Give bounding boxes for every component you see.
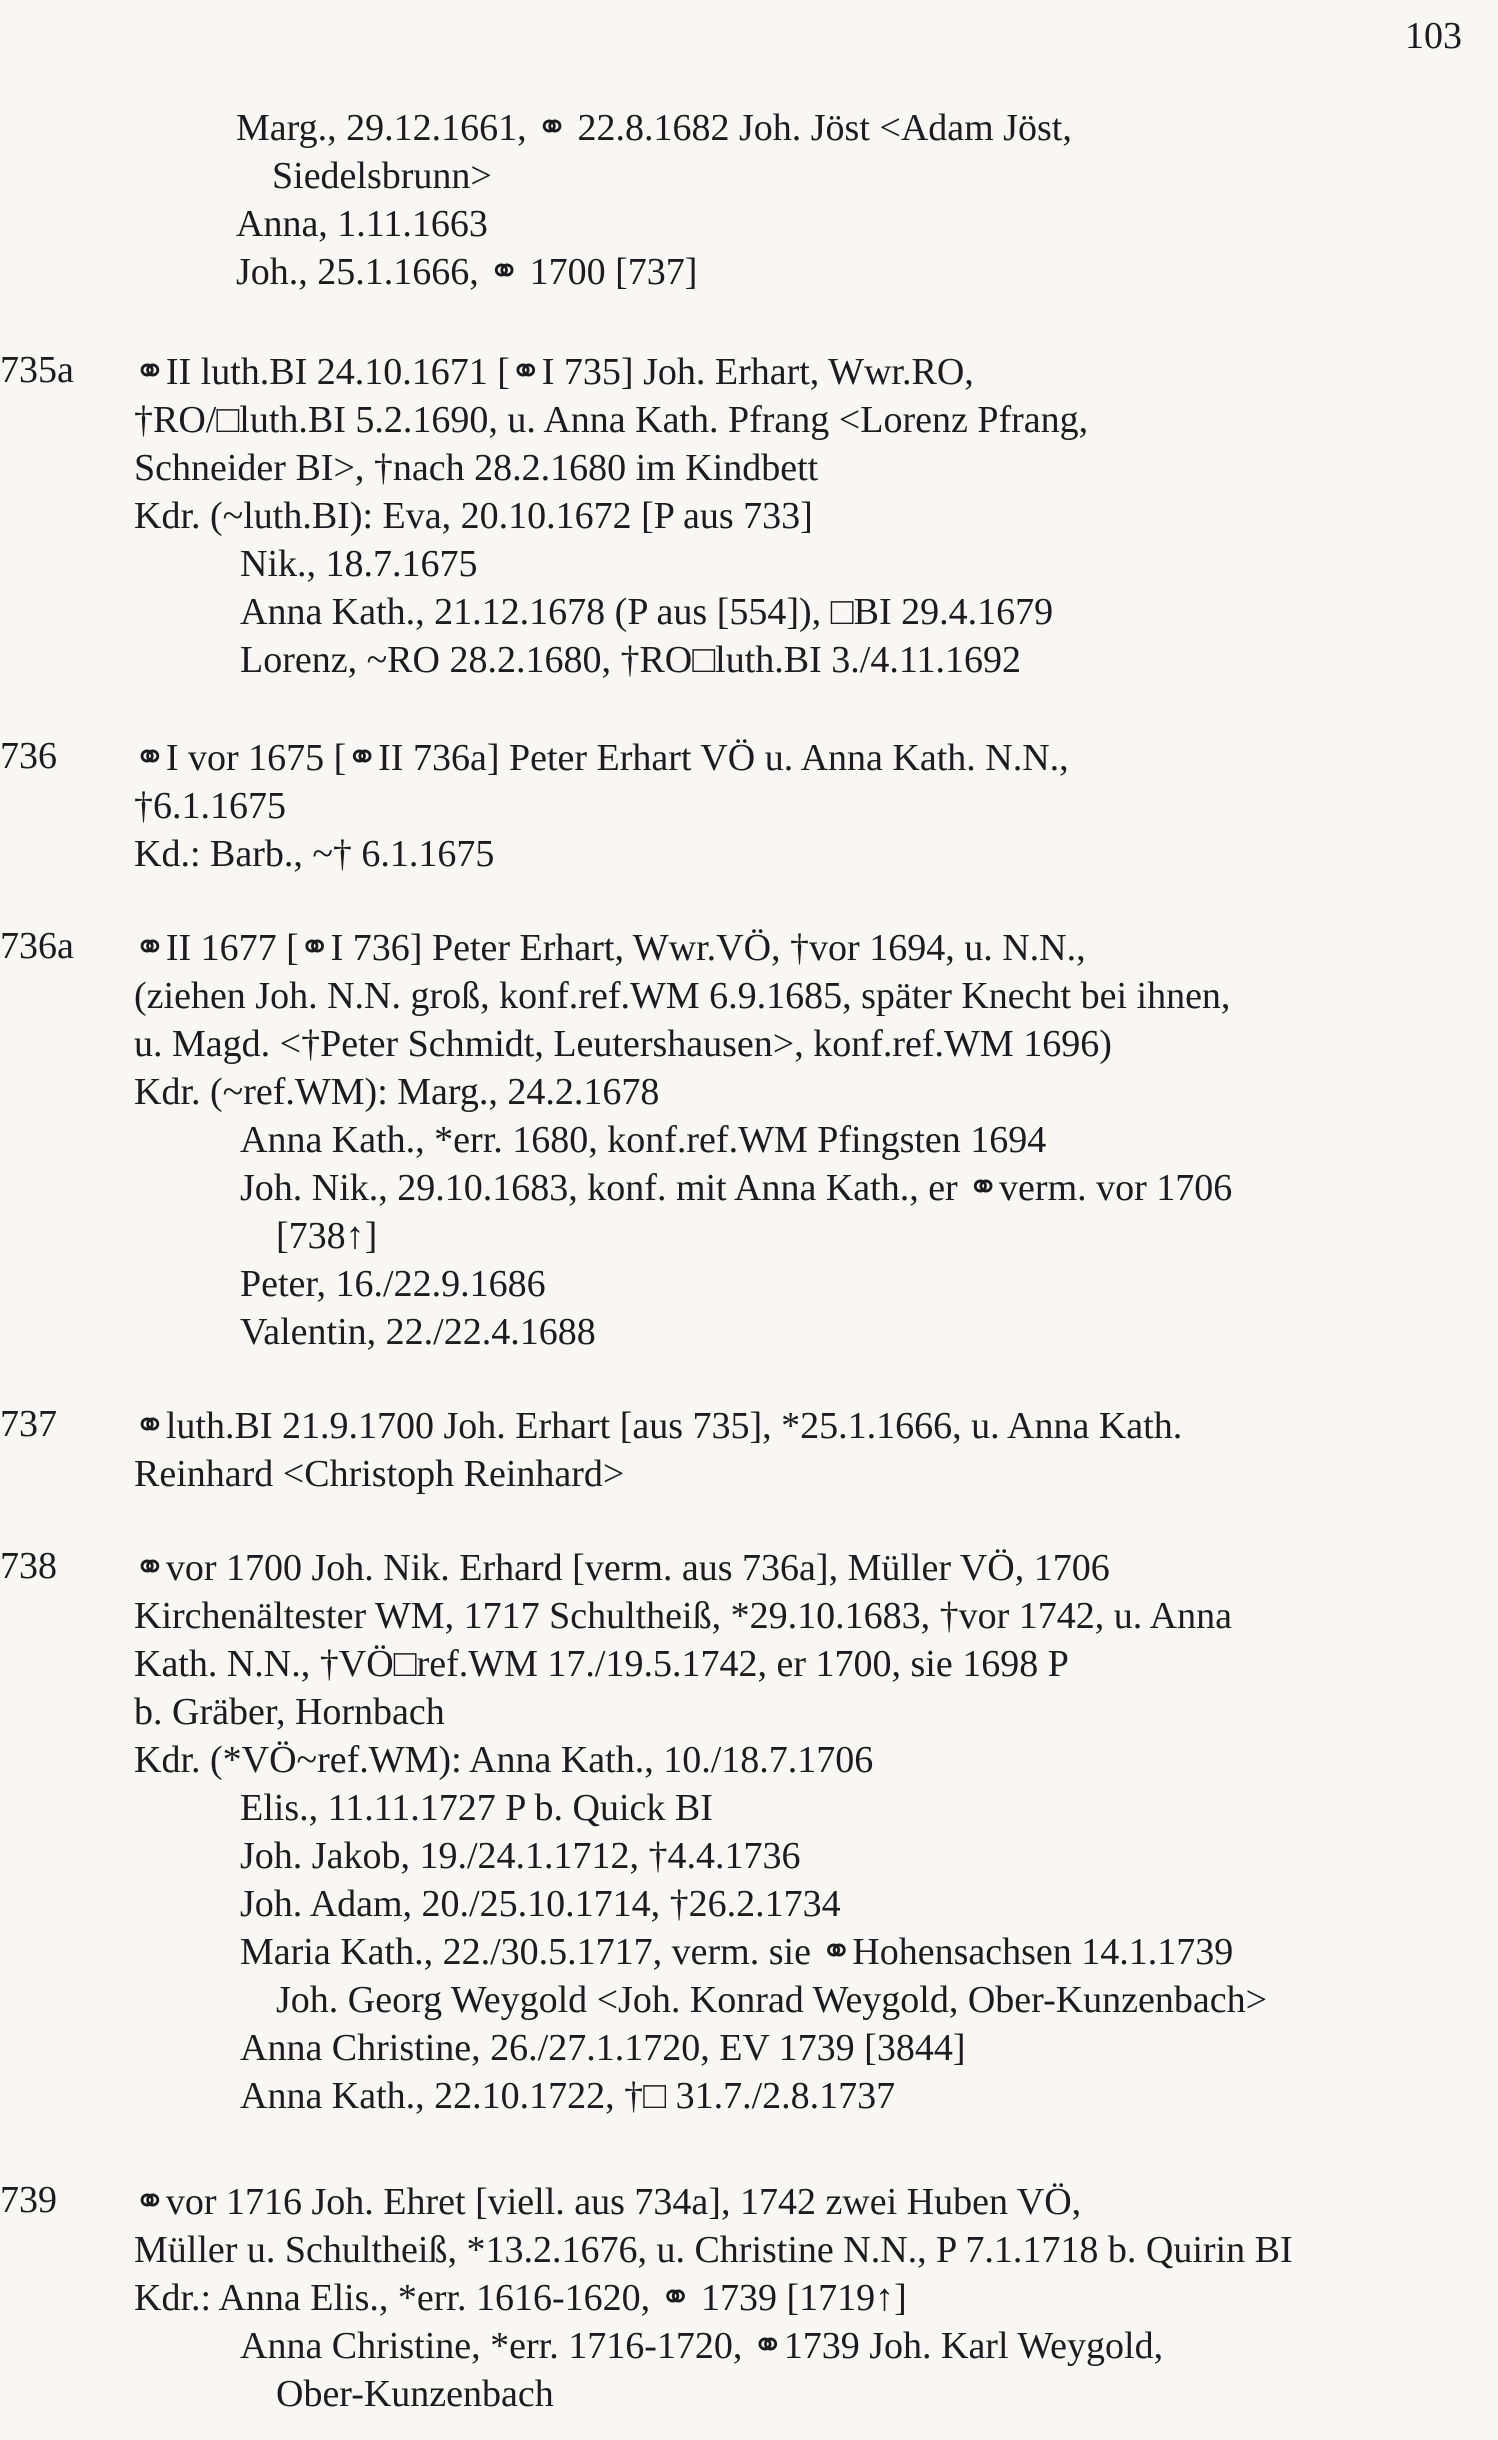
text-line: (ziehen Joh. N.N. groß, konf.ref.WM 6.9.1685, später Knecht bei ihnen, (134, 975, 1231, 1017)
text-line: ⚭II 1677 [⚭I 736] Peter Erhart, Wwr.VÖ, †vor 1694, u. N.N., (134, 927, 1086, 969)
entry-number: 738 (0, 1545, 57, 1587)
entry-number: 736a (0, 925, 74, 967)
text-line: Lorenz, ~RO 28.2.1680, †RO□luth.BI 3./4.11.1692 (240, 639, 1021, 681)
text-line: Kath. N.N., †VÖ□ref.WM 17./19.5.1742, er 1700, sie 1698 P (134, 1643, 1069, 1685)
text-line: Kdr. (*VÖ~ref.WM): Anna Kath., 10./18.7.1706 (134, 1739, 874, 1781)
text-line: Schneider BI>, †nach 28.2.1680 im Kindbett (134, 447, 819, 489)
text-line: Anna Kath., 21.12.1678 (P aus [554]), □BI 29.4.1679 (240, 591, 1054, 633)
text-line: Kd.: Barb., ~† 6.1.1675 (134, 833, 495, 875)
text-line: b. Gräber, Hornbach (134, 1691, 445, 1733)
text-line: [738↑] (276, 1215, 378, 1257)
text-line: Reinhard <Christoph Reinhard> (134, 1453, 625, 1495)
text-line: †6.1.1675 (134, 785, 286, 827)
text-line: ⚭vor 1716 Joh. Ehret [viell. aus 734a], 1742 zwei Huben VÖ, (134, 2181, 1082, 2223)
text-line: Anna, 1.11.1663 (236, 203, 488, 245)
text-line: Joh. Adam, 20./25.10.1714, †26.2.1734 (240, 1883, 841, 1925)
text-line: Peter, 16./22.9.1686 (240, 1263, 546, 1305)
text-line: Anna Kath., 22.10.1722, †□ 31.7./2.8.1737 (240, 2075, 896, 2117)
text-line: Siedelsbrunn> (272, 155, 492, 197)
text-line: Anna Christine, *err. 1716-1720, ⚭1739 Joh. Karl Weygold, (240, 2325, 1164, 2367)
text-line: Joh. Georg Weygold <Joh. Konrad Weygold, Ober-Kunzenbach> (276, 1979, 1268, 2021)
text-line: †RO/□luth.BI 5.2.1690, u. Anna Kath. Pfrang <Lorenz Pfrang, (134, 399, 1089, 441)
text-line: Joh. Nik., 29.10.1683, konf. mit Anna Kath., er ⚭verm. vor 1706 (240, 1167, 1233, 1209)
text-line: Kdr. (~ref.WM): Marg., 24.2.1678 (134, 1071, 660, 1113)
text-line: ⚭I vor 1675 [⚭II 736a] Peter Erhart VÖ u. Anna Kath. N.N., (134, 737, 1069, 779)
entry-number: 737 (0, 1403, 57, 1445)
text-line: Kdr.: Anna Elis., *err. 1616-1620, ⚭ 1739 [1719↑] (134, 2277, 907, 2319)
text-line: ⚭vor 1700 Joh. Nik. Erhard [verm. aus 736a], Müller VÖ, 1706 (134, 1547, 1110, 1589)
text-line: Joh. Jakob, 19./24.1.1712, †4.4.1736 (240, 1835, 801, 1877)
page-number: 103 (1405, 15, 1462, 57)
text-line: Marg., 29.12.1661, ⚭ 22.8.1682 Joh. Jöst <Adam Jöst, (236, 107, 1072, 149)
text-line: Ober-Kunzenbach (276, 2373, 554, 2415)
text-line: Joh., 25.1.1666, ⚭ 1700 [737] (236, 251, 698, 293)
text-line: Valentin, 22./22.4.1688 (240, 1311, 596, 1353)
text-line: Elis., 11.11.1727 P b. Quick BI (240, 1787, 713, 1829)
text-line: Anna Christine, 26./27.1.1720, EV 1739 [3844] (240, 2027, 966, 2069)
text-line: Kdr. (~luth.BI): Eva, 20.10.1672 [P aus 733] (134, 495, 813, 537)
entry-number: 736 (0, 735, 57, 777)
text-line: Maria Kath., 22./30.5.1717, verm. sie ⚭Hohensachsen 14.1.1739 (240, 1931, 1234, 1973)
text-line: ⚭luth.BI 21.9.1700 Joh. Erhart [aus 735], *25.1.1666, u. Anna Kath. (134, 1405, 1183, 1447)
text-line: Kirchenältester WM, 1717 Schultheiß, *29.10.1683, †vor 1742, u. Anna (134, 1595, 1232, 1637)
entry-number: 739 (0, 2179, 57, 2221)
text-line: Nik., 18.7.1675 (240, 543, 478, 585)
text-line: u. Magd. <†Peter Schmidt, Leutershausen>, konf.ref.WM 1696) (134, 1023, 1112, 1065)
text-line: Anna Kath., *err. 1680, konf.ref.WM Pfingsten 1694 (240, 1119, 1047, 1161)
text-line: Müller u. Schultheiß, *13.2.1676, u. Christine N.N., P 7.1.1718 b. Quirin BI (134, 2229, 1293, 2271)
entry-number: 735a (0, 349, 74, 391)
text-line: ⚭II luth.BI 24.10.1671 [⚭I 735] Joh. Erhart, Wwr.RO, (134, 351, 974, 393)
